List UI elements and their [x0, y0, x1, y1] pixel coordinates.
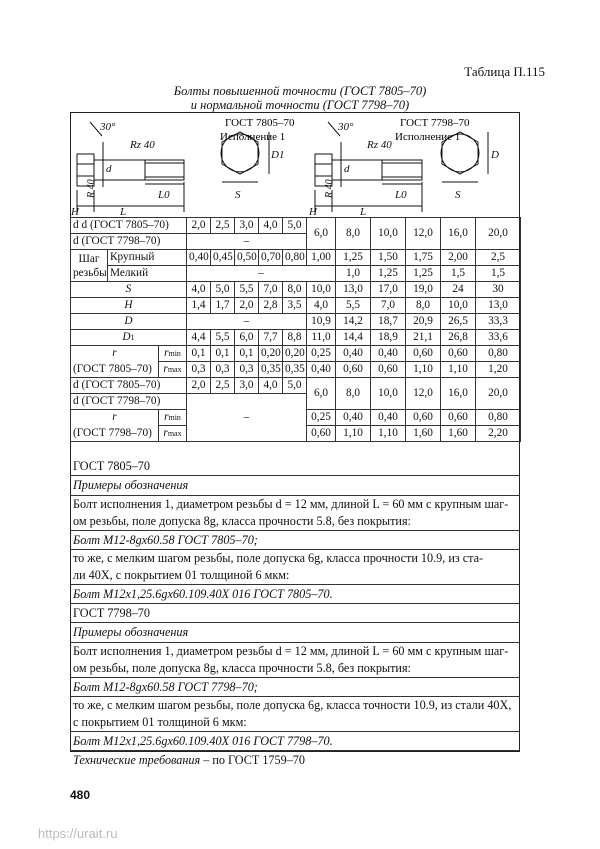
- cell: 33,3: [476, 314, 521, 330]
- cell: 0,3: [235, 362, 259, 378]
- cell: 1,25: [336, 250, 371, 266]
- cell: 12,0: [406, 218, 441, 250]
- cell: 1,10: [371, 426, 406, 442]
- cell: 0,20: [283, 346, 307, 362]
- cell: 8,0: [336, 218, 371, 250]
- cell: 20,0: [476, 378, 521, 410]
- dim-H-right: H: [309, 206, 317, 217]
- cell: 5,5: [336, 298, 371, 314]
- cell: 5,0: [283, 218, 307, 234]
- cell: 3,0: [235, 378, 259, 394]
- cell: 8,0: [283, 282, 307, 298]
- designation-code: Болт М12-8gх60.58 ГОСТ 7798–70;: [70, 678, 520, 697]
- row-label: D1: [71, 330, 187, 346]
- roughness-left: Rz 40: [130, 139, 155, 151]
- cell: 1,25: [371, 266, 406, 282]
- cell: 1,4: [187, 298, 211, 314]
- cell: 0,45: [211, 250, 235, 266]
- cell: 5,5: [235, 282, 259, 298]
- cell: –: [187, 234, 307, 250]
- cell: 2,0: [187, 378, 211, 394]
- rmax-label: rmax: [159, 362, 187, 378]
- cell: 0,80: [283, 250, 307, 266]
- cell: 0,80: [476, 410, 521, 426]
- cell: 0,70: [259, 250, 283, 266]
- row-label: r: [71, 346, 159, 362]
- table-row: [71, 266, 521, 282]
- cell: 0,40: [336, 410, 371, 426]
- cell: 0,40: [336, 346, 371, 362]
- cell: 1,60: [406, 426, 441, 442]
- standard-heading: ГОСТ 7805–70: [70, 457, 520, 476]
- cell: 0,3: [187, 362, 211, 378]
- pitch-label: Шаг резьбы: [71, 250, 108, 282]
- cell: 1,5: [476, 266, 521, 282]
- designation-examples: [70, 457, 520, 770]
- table-row: [71, 378, 521, 394]
- page-number: 480: [70, 788, 91, 802]
- cell: 1,5: [441, 266, 476, 282]
- example-paragraph: то же, с мелким шагом резьбы, поле допуска 6g, класса прочности 10.9, из ста- ли 40Х, с покрытием 01 толщиной 6 мкм:: [70, 550, 520, 585]
- cell: 0,1: [187, 346, 211, 362]
- cell: 1,10: [336, 426, 371, 442]
- cell: 4,0: [259, 218, 283, 234]
- angle-left: 30°: [100, 121, 116, 133]
- designation-code: Болт М12х1,25.6gх60.109.40Х 016 ГОСТ 7798–70.: [70, 732, 520, 751]
- cell: 16,0: [441, 218, 476, 250]
- cell: –: [187, 314, 307, 330]
- dim-D-right: D: [491, 149, 499, 161]
- spec-table: [70, 217, 521, 442]
- dim-S-left: S: [235, 189, 241, 201]
- cell: 0,25: [307, 410, 336, 426]
- cell: 1,7: [211, 298, 235, 314]
- row-label: Крупный: [108, 250, 187, 266]
- cell: 0,60: [336, 362, 371, 378]
- examples-heading: Примеры обозначения: [70, 623, 520, 642]
- row-label: d (ГОСТ 7805–70): [71, 378, 187, 394]
- dim-L-left: L: [120, 206, 127, 217]
- cell: 12,0: [406, 378, 441, 410]
- cell: 20,0: [476, 218, 521, 250]
- cell: 6,0: [235, 330, 259, 346]
- cell: 26,5: [441, 314, 476, 330]
- cell: 30: [476, 282, 521, 298]
- table-row: [71, 362, 521, 378]
- cell: 4,0: [187, 282, 211, 298]
- cell: 1,20: [476, 362, 521, 378]
- cell: 10,0: [441, 298, 476, 314]
- cell: 1,0: [336, 266, 371, 282]
- cell: 4,0: [307, 298, 336, 314]
- table-row: [71, 218, 521, 234]
- row-label: H: [71, 298, 187, 314]
- cell: 0,40: [187, 250, 211, 266]
- cell: 24: [441, 282, 476, 298]
- cell: 7,0: [259, 282, 283, 298]
- cell: 0,25: [307, 346, 336, 362]
- cell: 26,8: [441, 330, 476, 346]
- cell: 1,00: [307, 250, 336, 266]
- cell: 0,60: [441, 346, 476, 362]
- cell: 2,5: [476, 250, 521, 266]
- cell: 8,0: [336, 378, 371, 410]
- cell: 13,0: [336, 282, 371, 298]
- angle-right: 30°: [338, 121, 354, 133]
- cell: 7,7: [259, 330, 283, 346]
- dim-L-right: L: [360, 206, 367, 217]
- cell: 0,1: [235, 346, 259, 362]
- dim-D1-left: D1: [271, 149, 285, 161]
- cell: 8,0: [406, 298, 441, 314]
- cell: 3,0: [235, 218, 259, 234]
- row-label: Мелкий: [108, 266, 187, 282]
- cell: 1,10: [406, 362, 441, 378]
- cell: 2,20: [476, 426, 521, 442]
- examples-heading: Примеры обозначения: [70, 476, 520, 495]
- variant-left: Исполнение 1: [220, 131, 286, 143]
- dim-d-left: d: [106, 163, 112, 175]
- cell: 4,4: [187, 330, 211, 346]
- cell: 13,0: [476, 298, 521, 314]
- example-paragraph: Болт исполнения 1, диаметром резьбы d = 12 мм, длиной L = 60 мм с крупным шаг- ом резьбы, поле допуска 8g, класса прочности 5.8, без покрытия:: [70, 643, 520, 678]
- table-row: [71, 330, 521, 346]
- table-title-line1: Болты повышенной точности (ГОСТ 7805–70): [173, 84, 427, 98]
- rmax-label: rmax: [159, 426, 187, 442]
- example-paragraph: Болт исполнения 1, диаметром резьбы d = 12 мм, длиной L = 60 мм с крупным шаг- ом резьбы, поле допуска 8g, класса прочности 5.8, без покрытия:: [70, 496, 520, 531]
- cell: 20,9: [406, 314, 441, 330]
- footer-url[interactable]: https://urait.ru: [38, 826, 118, 841]
- table-row: [71, 282, 521, 298]
- rmin-label: rmin: [159, 346, 187, 362]
- row-label: (ГОСТ 7798–70): [71, 426, 159, 442]
- cell: 2,5: [211, 378, 235, 394]
- cell: 0,35: [283, 362, 307, 378]
- dim-S-right: S: [455, 189, 461, 201]
- cell: 10,0: [307, 282, 336, 298]
- standard-heading: ГОСТ 7798–70: [70, 604, 520, 623]
- cell: 0,60: [406, 410, 441, 426]
- row-label: S: [71, 282, 187, 298]
- cell: 5,0: [211, 282, 235, 298]
- cell: 10,0: [371, 378, 406, 410]
- cell: 5,0: [283, 378, 307, 394]
- row-label: d d (ГОСТ 7805–70): [71, 218, 187, 234]
- cell: 14,2: [336, 314, 371, 330]
- cell: 33,6: [476, 330, 521, 346]
- technical-requirements: Технические требования – по ГОСТ 1759–70: [73, 753, 305, 768]
- r40-right: R 40: [324, 179, 335, 198]
- standard-right: ГОСТ 7798–70: [400, 117, 470, 129]
- cell: 7,0: [371, 298, 406, 314]
- cell: 0,40: [371, 346, 406, 362]
- cell: 0,40: [307, 362, 336, 378]
- cell: 1,60: [441, 426, 476, 442]
- table-row: [71, 250, 521, 266]
- dim-L0-left: L0: [158, 189, 170, 201]
- cell: 8,8: [283, 330, 307, 346]
- cell: 1,75: [406, 250, 441, 266]
- rmin-label: rmin: [159, 410, 187, 426]
- table-row: [71, 298, 521, 314]
- cell: 1,10: [441, 362, 476, 378]
- cell: 19,0: [406, 282, 441, 298]
- r40-left: R 40: [86, 179, 97, 198]
- dim-L0-right: L0: [395, 189, 407, 201]
- cell: 0,60: [307, 426, 336, 442]
- cell: 3,5: [283, 298, 307, 314]
- cell: 2,00: [441, 250, 476, 266]
- table-title-line2: и нормальной точности (ГОСТ 7798–70): [190, 98, 410, 112]
- cell: 2,0: [235, 298, 259, 314]
- variant-right: Исполнение 1: [395, 131, 461, 143]
- table-row: [71, 346, 521, 362]
- bolt-drawings: [70, 112, 520, 217]
- cell: 10,9: [307, 314, 336, 330]
- example-paragraph: то же, с мелким шагом резьбы, поле допуска 6g, класса точности 10.9, из стали 40Х, с покрытием 01 толщиной 6 мкм:: [70, 697, 520, 732]
- table-number: Таблица П.115: [464, 64, 545, 79]
- cell: 6,0: [307, 378, 336, 410]
- dim-d-right: d: [344, 163, 350, 175]
- cell: 0,80: [476, 346, 521, 362]
- cell: 2,0: [187, 218, 211, 234]
- cell: 1,25: [406, 266, 441, 282]
- cell: 0,1: [211, 346, 235, 362]
- cell: 17,0: [371, 282, 406, 298]
- row-label: d (ГОСТ 7798–70): [71, 234, 187, 250]
- cell: 6,0: [307, 218, 336, 250]
- table-row: [71, 314, 521, 330]
- cell: 4,0: [259, 378, 283, 394]
- cell: 18,7: [371, 314, 406, 330]
- cell: 21,1: [406, 330, 441, 346]
- cell: 1,50: [371, 250, 406, 266]
- row-label: d (ГОСТ 7798–70): [71, 394, 187, 410]
- cell: 0,35: [259, 362, 283, 378]
- cell: 0,60: [371, 362, 406, 378]
- row-label: (ГОСТ 7805–70): [71, 362, 159, 378]
- cell: 0,20: [259, 346, 283, 362]
- cell: 11,0: [307, 330, 336, 346]
- designation-code: Болт М12-8gх60.58 ГОСТ 7805–70;: [70, 531, 520, 550]
- cell: 2,8: [259, 298, 283, 314]
- cell: 0,60: [406, 346, 441, 362]
- cell: 0,3: [211, 362, 235, 378]
- cell: 0,60: [441, 410, 476, 426]
- standard-left: ГОСТ 7805–70: [225, 117, 295, 129]
- dim-H-left: H: [71, 206, 79, 217]
- cell: 10,0: [371, 218, 406, 250]
- cell: 18,9: [371, 330, 406, 346]
- cell: 2,5: [211, 218, 235, 234]
- cell: 0,50: [235, 250, 259, 266]
- designation-code: Болт М12х1,25.6gх60.109.40Х 016 ГОСТ 7805–70.: [70, 585, 520, 604]
- cell: –: [187, 266, 336, 282]
- roughness-right: Rz 40: [367, 139, 392, 151]
- row-label: r: [71, 410, 159, 426]
- cell: 16,0: [441, 378, 476, 410]
- cell: 14,4: [336, 330, 371, 346]
- cell: –: [187, 394, 307, 442]
- cell: 5,5: [211, 330, 235, 346]
- row-label: D: [71, 314, 187, 330]
- cell: 0,40: [371, 410, 406, 426]
